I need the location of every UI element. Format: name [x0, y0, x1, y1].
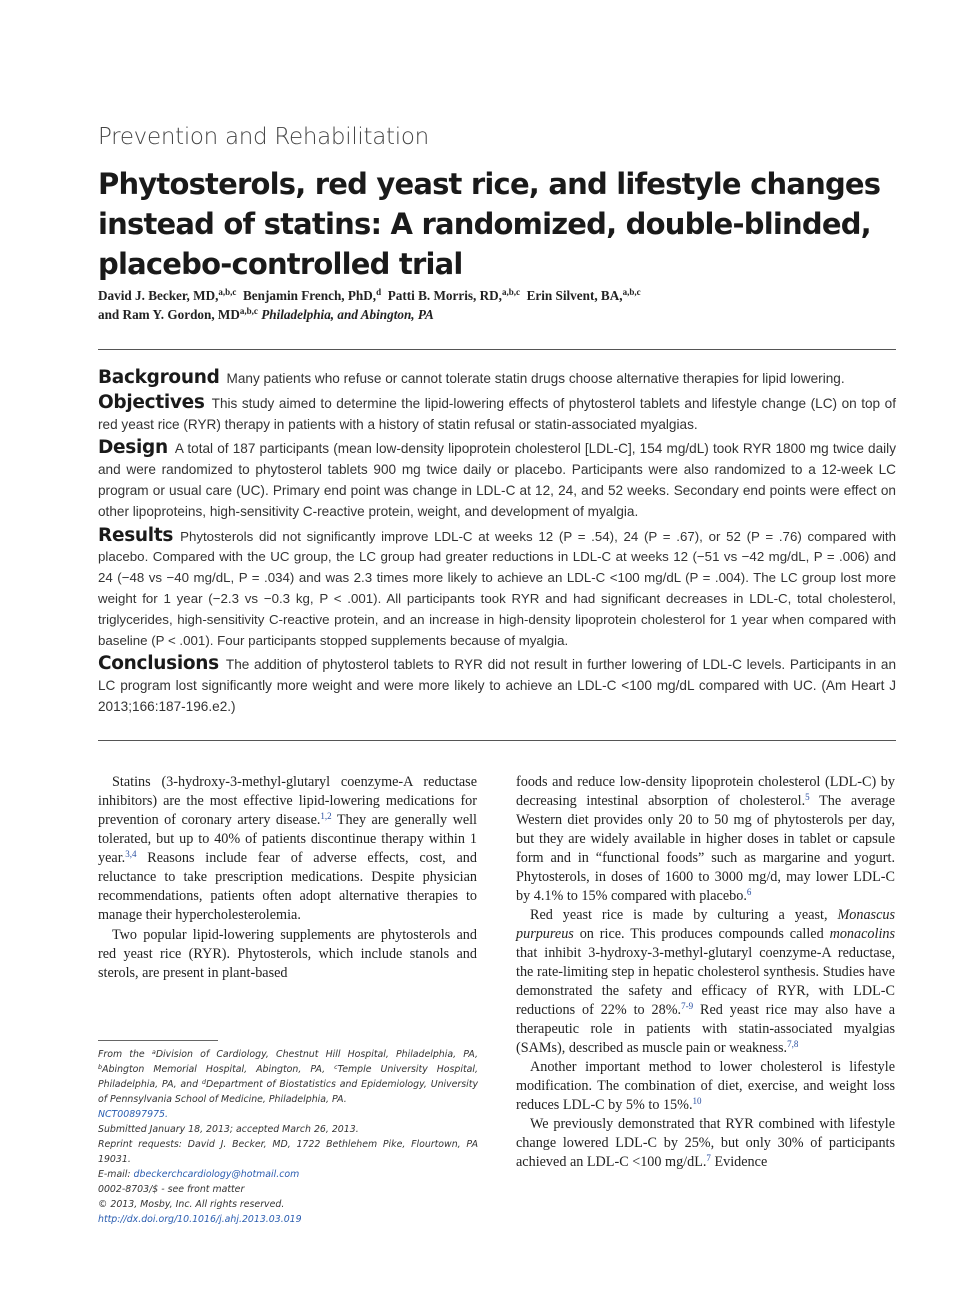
- affiliation-mark: d: [201, 1078, 207, 1086]
- paragraph: [98, 773, 477, 925]
- citation-link[interactable]: 3,4: [125, 849, 137, 859]
- citation-link[interactable]: 7,8: [787, 1039, 799, 1049]
- body-text: Red yeast rice may also have a therapeutic role in patients with statin-associated myalgias (SAMs), described as muscle pain or weakness.: [516, 1002, 896, 1056]
- abstract-heading: Background: [98, 367, 220, 388]
- abstract-bottom-rule: [98, 740, 896, 741]
- abstract-background: [98, 367, 896, 390]
- footnote-text: Temple University Hospital, Philadelphia, PA, and: [98, 1064, 478, 1090]
- citation-link[interactable]: 5: [805, 792, 810, 802]
- citation-link[interactable]: 7: [706, 1153, 711, 1163]
- abstract-text: Phytosterols did not significantly improve LDL-C at weeks 12 (P = .54), 24 (P = .67), or 52 (P = .76) compared with placebo. Compared with the UC group, the LC group had greater reductions in LDL-C at weeks 12 (−51 vs −42 mg/dL, P = .006) and 24 (−48 vs −40 mg/dL, P = .034) and was 2.3 times more likely to achieve an LDL-C <100 mg/dL (P = .004). The LC group lost more weight for 1 year (−2.3 vs −0.3 kg, P < .001). All participants took RYR and had significant decreases in LDL-C, total cholesterol, triglycerides, high-sensitivity C-reactive protein, and an increase in high-density lipoprotein cholesterol for 1 year when compared with baseline (P < .001). Four participants stopped supplements because of myalgia.: [98, 528, 896, 648]
- affiliation-mark: b: [98, 1063, 103, 1071]
- abstract-text: The addition of phytosterol tablets to RYR did not result in further lowering of LDL-C levels. Participants in an LC program lost significantly more weight and were more likely to achieve an LDL-C <100 mg/dL compared with UC. (Am Heart J 2013;166:187-196.e2.): [98, 657, 896, 714]
- paragraph: [516, 1115, 895, 1172]
- abstract-heading: Design: [98, 437, 168, 459]
- body-text: Evidence: [710, 1154, 768, 1170]
- abstract-results: [98, 525, 896, 652]
- author-line-2: [98, 305, 918, 324]
- footnotes: [98, 1047, 478, 1227]
- author-list: [98, 286, 918, 324]
- abstract-text: Many patients who refuse or cannot tolerate statin drugs choose alternative therapies for lipid lowering.: [226, 371, 845, 386]
- body-column-left: [98, 773, 477, 983]
- title-line-1: Phytosterols, red yeast rice, and lifestyle changes: [98, 167, 881, 201]
- citation-link[interactable]: 6: [746, 887, 752, 897]
- section-label: Prevention and Rehabilitation: [98, 124, 429, 150]
- issn-line: 0002-8703/$ - see front matter: [98, 1184, 245, 1195]
- abstract-design: [98, 437, 896, 522]
- abstract-top-rule: [98, 349, 896, 350]
- species-name: Monascus purpureus: [516, 907, 895, 942]
- body-text: Reasons include fear of adverse effects, cost, and reluctance to take prescription medications. Despite physician recommendations, patients often adopt alternative therapies to manage their hypercholesterolemia.: [98, 850, 477, 923]
- author-affiliation: a,b,c: [218, 287, 237, 297]
- paragraph: [516, 773, 895, 906]
- author-affiliation: a,b,c: [501, 287, 520, 297]
- body-text: that inhibit 3-hydroxy-3-methyl-glutaryl coenzyme-A reductase, the rate-limiting step in hepatic cholesterol synthesis. Studies have demonstrated the safety and efficacy of RYR, with LDL-C reductions of 22% to 28%.: [516, 945, 895, 1018]
- footnote-text: From the: [98, 1049, 152, 1060]
- abstract-conclusions: [98, 653, 896, 717]
- author-name: Patti B. Morris, RD,: [387, 288, 502, 303]
- author-line-1: [98, 286, 918, 305]
- abstract-heading: Conclusions: [98, 653, 219, 675]
- compound-name: monacolins: [829, 926, 895, 942]
- author-name: David J. Becker, MD,: [98, 288, 219, 303]
- abstract-objectives: [98, 392, 896, 436]
- footnote-text: Department of Biostatistics and Epidemiology, University of Pennsylvania School of Medicine, Philadelphia, PA.: [98, 1079, 478, 1105]
- author-affiliation: a,b,c: [622, 287, 641, 297]
- abstract-heading: Objectives: [98, 391, 205, 413]
- reprint-requests: Reprint requests: David J. Becker, MD, 1722 Bethlehem Pike, Flourtown, PA 19031.: [98, 1139, 478, 1165]
- title-line-3: placebo-controlled trial: [98, 247, 463, 281]
- email-label: E-mail:: [98, 1169, 134, 1180]
- citation-link[interactable]: 1,2: [320, 811, 332, 821]
- body-text: They are generally well tolerated, but up to 40% of patients discontinue therapy within 1 year.: [98, 812, 477, 866]
- body-text: The average Western diet provides only 20 to 50 mg of phytosterols per day, but they are widely available in higher doses in tablet or capsule form and in “functional foods” such as margarine and yogurt. Phytosterols, in doses of 1600 to 3000 mg/d, may lower LDL-C by 4.1% to 15% compared with placebo.: [516, 793, 895, 904]
- body-text: Another important method to lower cholesterol is lifestyle modification. The combination of diet, exercise, and weight loss reduces LDL-C by 5% to 15%.: [516, 1059, 895, 1113]
- body-text: Two popular lipid-lowering supplements are phytosterols and red yeast rice (RYR). Phytosterols, which include stanols and sterols, are present in plant-based: [98, 927, 477, 981]
- copyright-line: © 2013, Mosby, Inc. All rights reserved.: [98, 1199, 285, 1210]
- trial-registration-link[interactable]: NCT00897975.: [98, 1109, 168, 1120]
- body-text: on rice. This produces compounds called: [573, 926, 830, 942]
- footnote-text: Abington Memorial Hospital, Abington, PA,: [102, 1064, 335, 1075]
- author-affiliation: a,b,c: [239, 306, 258, 316]
- affiliation-mark: a: [151, 1048, 156, 1056]
- title-line-2: instead of statins: A randomized, double-blinded,: [98, 207, 871, 241]
- body-text: We previously demonstrated that RYR combined with lifestyle change lowered LDL-C by 25%, but only 30% of participants achieved an LDL-C <100 mg/dL.: [516, 1116, 895, 1170]
- footnote-rule: [98, 1040, 218, 1041]
- author-location: Philadelphia, and Abington, PA: [261, 307, 434, 322]
- email-line: [98, 1167, 478, 1182]
- affiliation-mark: c: [334, 1063, 338, 1071]
- body-text: foods and reduce low-density lipoprotein cholesterol (LDL-C) by decreasing intestinal absorption of cholesterol.: [516, 774, 895, 809]
- footnote-text: Division of Cardiology, Chestnut Hill Hospital, Philadelphia, PA,: [155, 1049, 479, 1060]
- abstract-text: This study aimed to determine the lipid-lowering effects of phytosterol tablets and lifestyle change (LC) on top of red yeast rice (RYR) therapy in patients with a history of statin refusal or statin-associated myalgias.: [98, 395, 896, 432]
- submission-dates: Submitted January 18, 2013; accepted March 26, 2013.: [98, 1124, 359, 1135]
- abstract-text: A total of 187 participants (mean low-density lipoprotein cholesterol [LDL-C], 154 mg/dL) took RYR 1800 mg twice daily and were randomized to phytosterol tablets 900 mg twice daily or placebo. Participants were also randomized to a 12-week LC program or usual care (UC). Primary end point was change in LDL-C at 12, 24, and 52 weeks. Secondary end points were effect on other lipoproteins, high-sensitivity C-reactive protein, weight, and development of myalgia.: [98, 441, 896, 519]
- doi-link[interactable]: http://dx.doi.org/10.1016/j.ahj.2013.03.019: [98, 1214, 302, 1225]
- abstract: [98, 367, 896, 720]
- author-name: Benjamin French, PhD,: [242, 288, 377, 303]
- paragraph: [516, 906, 895, 1058]
- citation-link[interactable]: 10: [692, 1096, 702, 1106]
- citation-link[interactable]: 7-9: [681, 1001, 694, 1011]
- paragraph: [516, 1058, 895, 1115]
- paragraph: [98, 926, 477, 983]
- author-name: and Ram Y. Gordon, MD: [98, 307, 240, 322]
- affiliations: [98, 1047, 478, 1107]
- abstract-heading: Results: [98, 524, 174, 546]
- author-name: Erin Silvent, BA,: [526, 288, 623, 303]
- email-link[interactable]: dbeckerchcardiology@hotmail.com: [133, 1169, 300, 1180]
- body-text: Red yeast rice is made by culturing a yeast,: [530, 907, 838, 923]
- body-column-right: [516, 773, 895, 1172]
- author-affiliation: d: [376, 287, 382, 297]
- body-text: Statins (3-hydroxy-3-methyl-glutaryl coenzyme-A reductase inhibitors) are the most effective lipid-lowering medications for prevention of coronary artery disease.: [98, 774, 477, 828]
- article-title: [98, 164, 898, 284]
